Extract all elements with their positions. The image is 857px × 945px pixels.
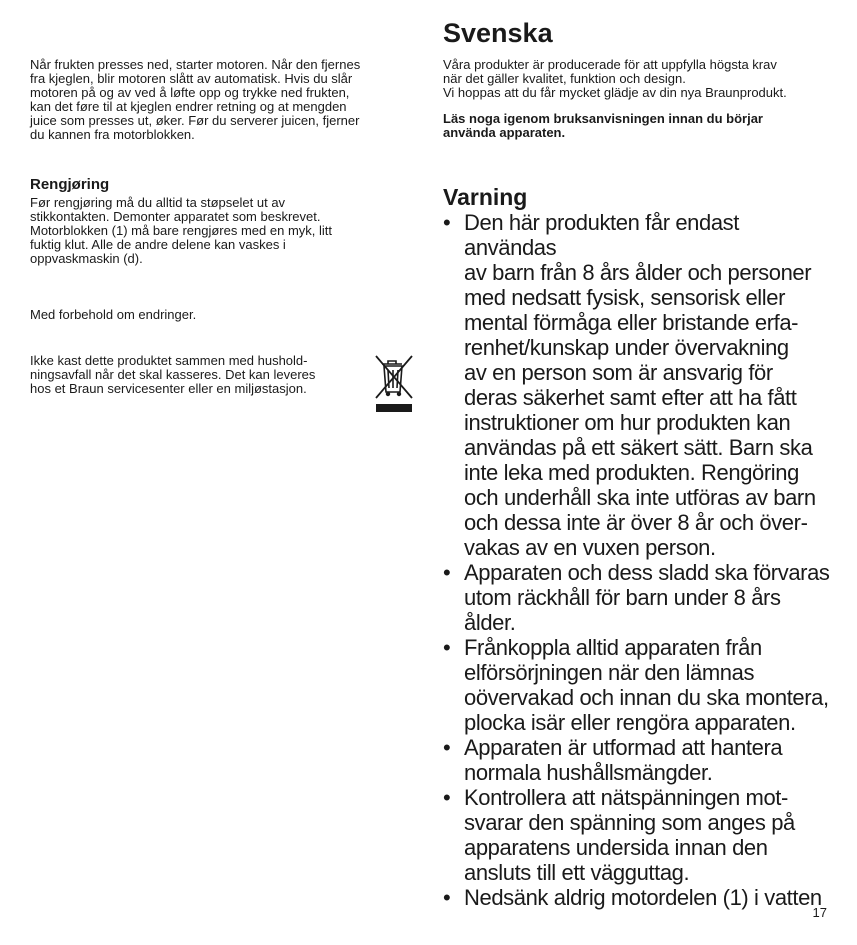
warning-item	[443, 885, 833, 910]
warning-line: vakas av en vuxen person.	[464, 535, 716, 560]
warning-line: oövervakad och innan du ska montera,	[464, 685, 829, 710]
text-line: juice som presses ut, øker. Før du serverer juicen, fjerner	[30, 113, 360, 128]
text-line: ningsavfall når det skal kasseres. Det kan leveres	[30, 367, 316, 382]
warning-item	[443, 785, 833, 885]
text-line: Våra produkter är producerade för att uppfylla högsta krav	[443, 57, 777, 72]
warning-line: av en person som är ansvarig för	[464, 360, 773, 385]
swedish-intro-paragraph	[443, 58, 833, 100]
text-line: Motorblokken (1) må bare rengjøres med en myk, litt	[30, 223, 332, 238]
cleaning-paragraph	[30, 196, 390, 266]
warning-line: • Apparaten och dess sladd ska förvaras	[464, 560, 830, 585]
warning-line: svarar den spänning som anges på	[464, 810, 795, 835]
warning-line: utom räckhåll för barn under 8 års	[464, 585, 781, 610]
warning-line: med nedsatt fysisk, sensorisk eller	[464, 285, 786, 310]
warning-line: elförsörjningen när den lämnas	[464, 660, 755, 685]
text-line: fuktig klut. Alle de andre delene kan vaskes i	[30, 237, 286, 252]
warning-line: instruktioner om hur produkten kan	[464, 410, 791, 435]
warning-list	[443, 210, 833, 910]
page-title: Svenska	[443, 18, 553, 48]
text-line: hos et Braun servicesenter eller en miljøstasjon.	[30, 381, 307, 396]
text-line: Läs noga igenom bruksanvisningen innan du börjar	[443, 111, 763, 126]
text-line: Vi hoppas att du får mycket glädje av din nya Braunprodukt.	[443, 85, 787, 100]
text-line: Når frukten presses ned, starter motoren. Når den fjernes	[30, 57, 361, 72]
warning-line: • Frånkoppla alltid apparaten från	[464, 635, 762, 660]
disposal-paragraph	[30, 354, 360, 396]
text-line: oppvaskmaskin (d).	[30, 251, 143, 266]
warning-line: användas på ett säkert sätt. Barn ska	[464, 435, 813, 460]
warning-line: deras säkerhet samt efter att ha fått	[464, 385, 797, 410]
norwegian-intro-paragraph	[30, 58, 410, 142]
warning-line: av barn från 8 års ålder och personer	[464, 260, 812, 285]
warning-item	[443, 210, 833, 560]
warning-item	[443, 635, 833, 735]
text-line: Før rengjøring må du alltid ta støpselet ut av	[30, 195, 286, 210]
warning-line: apparatens undersida innan den	[464, 835, 768, 860]
text-line: stikkontakten. Demonter apparatet som beskrevet.	[30, 209, 321, 224]
warning-heading: Varning	[443, 184, 528, 210]
text-line: Ikke kast dette produktet sammen med hushold-	[30, 353, 308, 368]
right-column	[443, 18, 833, 910]
warning-line: ålder.	[464, 610, 516, 635]
warning-line: • Nedsänk aldrig motordelen (1) i vatten	[464, 885, 822, 910]
reservation-note: Med forbehold om endringer.	[30, 307, 197, 322]
warning-line: • Kontrollera att nätspänningen mot-	[464, 785, 788, 810]
warning-line: inte leka med produkten. Rengöring	[464, 460, 799, 485]
warning-line: renhet/kunskap under övervakning	[464, 335, 789, 360]
text-line: du kannen fra motorblokken.	[30, 127, 195, 142]
warning-line: och underhåll ska inte utföras av barn	[464, 485, 816, 510]
page-number: 17	[812, 905, 827, 920]
text-line: när det gäller kvalitet, funktion och design.	[443, 71, 686, 86]
text-line: motoren på og av ved å løfte opp og trykke ned frukten,	[30, 85, 350, 100]
warning-line: och dessa inte är över 8 år och över-	[464, 510, 808, 535]
warning-line: normala hushållsmängder.	[464, 760, 713, 785]
cleaning-heading: Rengjøring	[30, 176, 110, 193]
warning-line: • Den här produkten får endast användas	[464, 210, 739, 260]
warning-line: • Apparaten är utformad att hantera	[464, 735, 783, 760]
warning-item	[443, 560, 833, 635]
crossed-out-wheelie-bin-icon	[374, 354, 414, 416]
warning-item	[443, 735, 833, 785]
text-line: kan det føre til at kjeglen endrer retning og at mengden	[30, 99, 347, 114]
warning-line: ansluts till ett vägguttag.	[464, 860, 690, 885]
warning-line: plocka isär eller rengöra apparaten.	[464, 710, 796, 735]
read-manual-note	[443, 112, 833, 140]
warning-line: mental förmåga eller bristande erfa-	[464, 310, 799, 335]
text-line: fra kjeglen, blir motoren slått av automatisk. Hvis du slår	[30, 71, 353, 86]
text-line: använda apparaten.	[443, 125, 566, 140]
